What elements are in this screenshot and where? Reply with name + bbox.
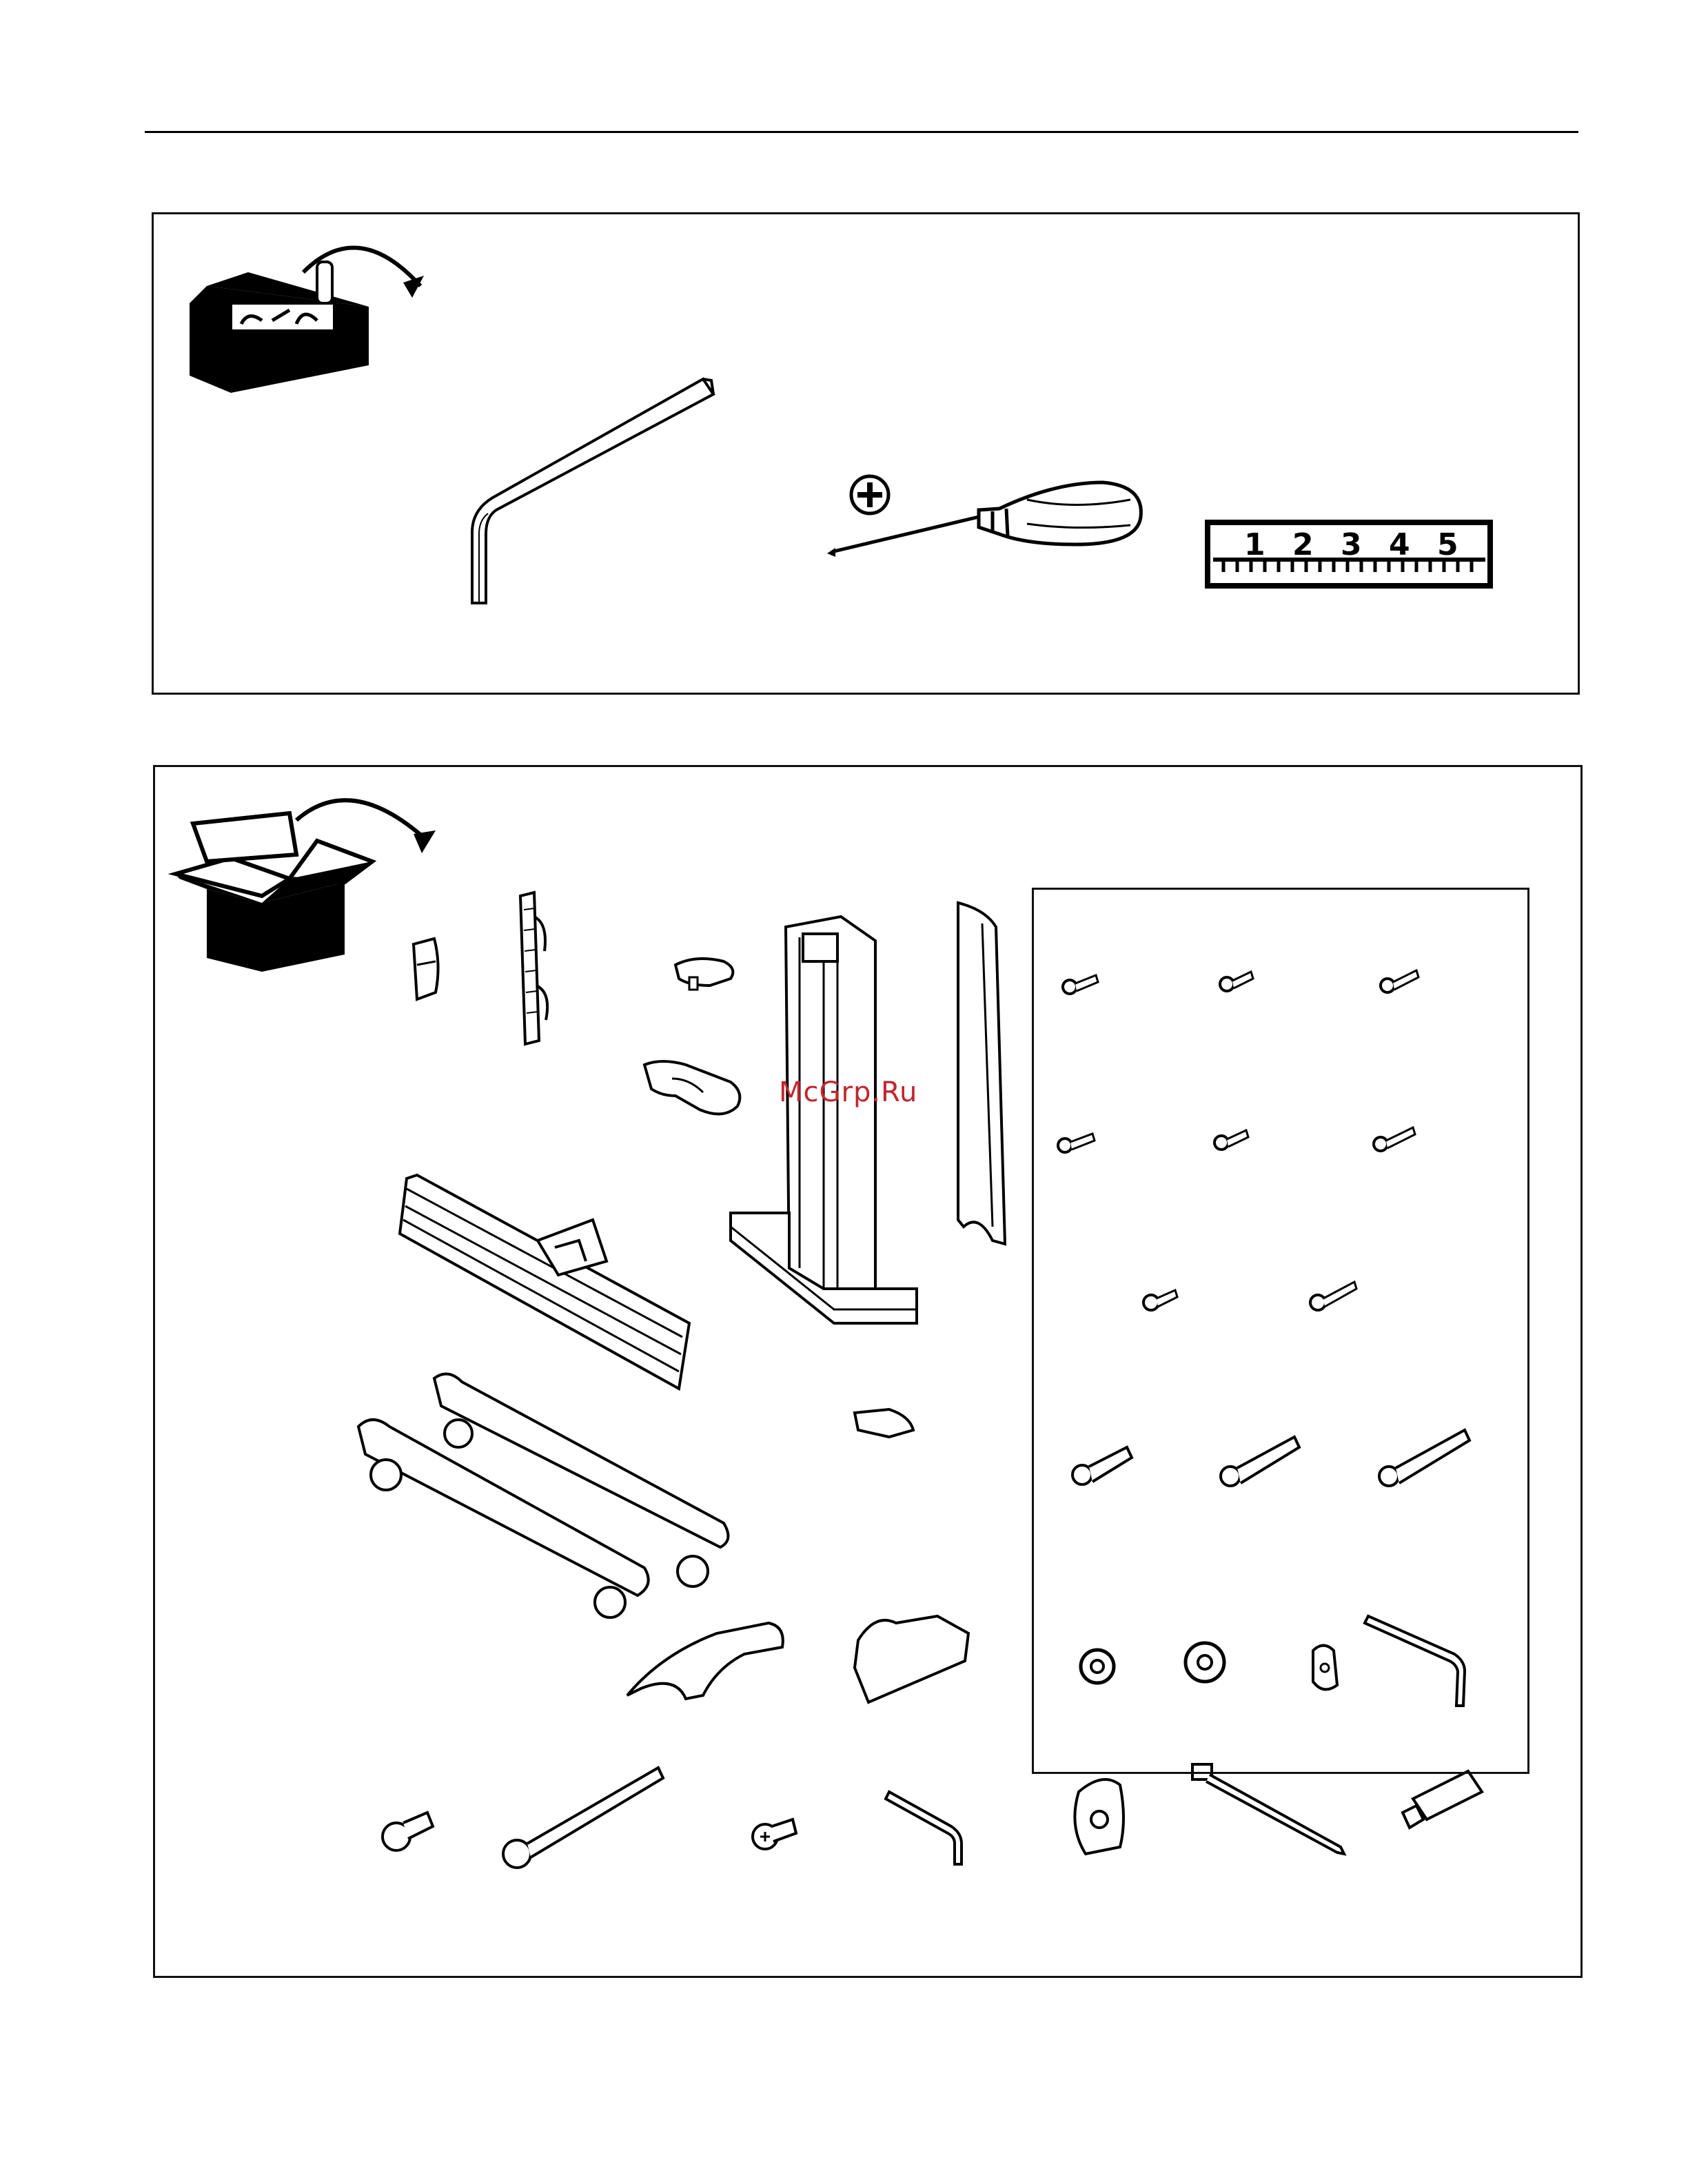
ruler-number-3: 3 <box>1341 527 1362 562</box>
phillips-screwdriver-icon <box>827 476 1141 557</box>
ruler-number-1: 1 <box>1244 527 1265 562</box>
allen-key-icon <box>472 379 713 603</box>
ruler-number-4: 4 <box>1389 527 1410 562</box>
ruler-number-2: 2 <box>1292 527 1314 562</box>
hardware-kit-inset <box>1032 888 1529 1774</box>
watermark-text: McGrp.Ru <box>779 1076 918 1108</box>
toolbox-icon <box>190 247 424 393</box>
ruler-number-5: 5 <box>1437 527 1458 562</box>
ruler-icon <box>1208 522 1490 586</box>
